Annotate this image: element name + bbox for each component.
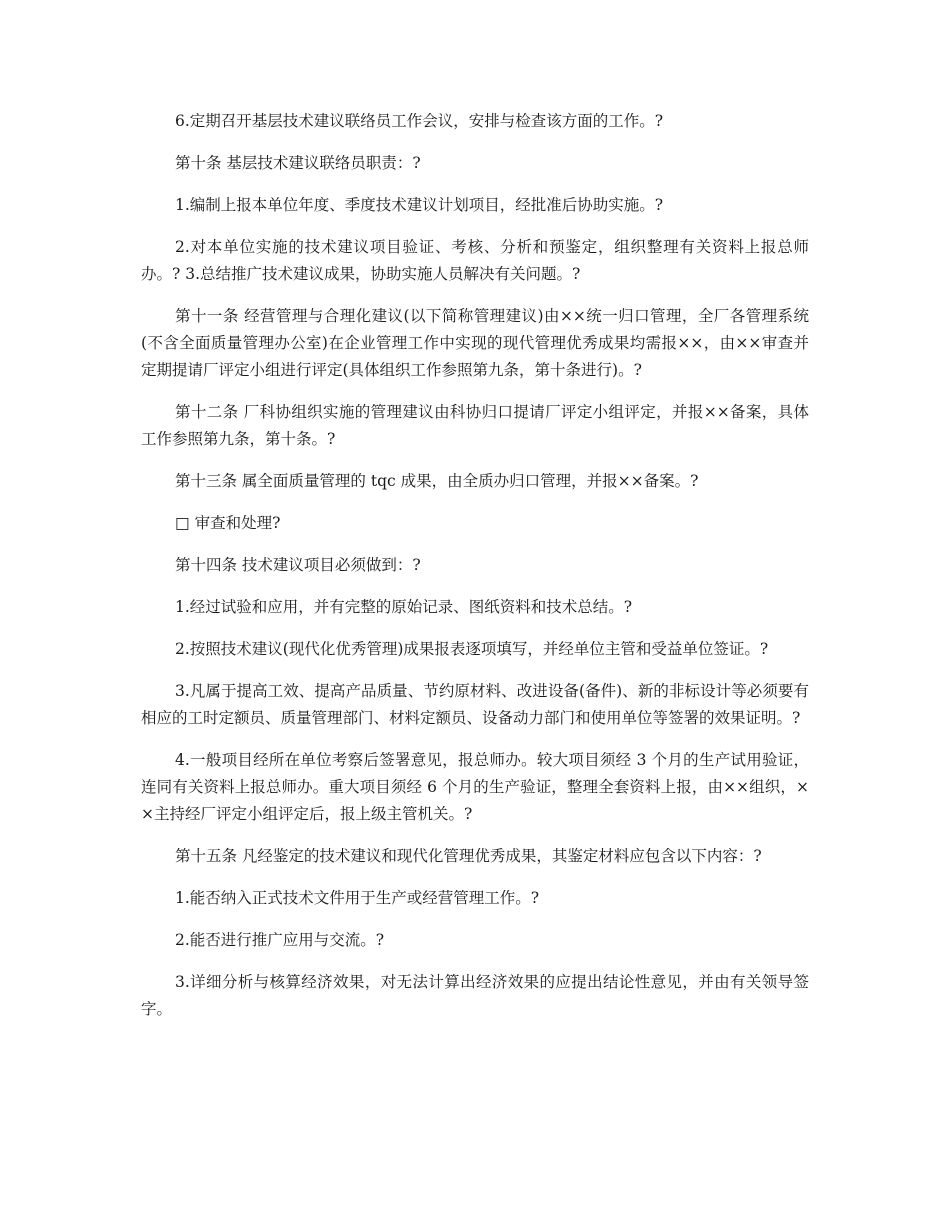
section-heading-review: □ 审查和处理?: [175, 514, 281, 532]
article-15-item-2: 2.能否进行推广应用与交流。?: [175, 931, 385, 949]
article-11: 第十一条 经营管理与合理化建议(以下简称管理建议)由××统一归口管理，全厂各管理系统(不含全面质量管理办公室)在企业管理工作中实现的现代管理优秀成果均需报××，由××审查并定期提请厂评定小组进行评定(具体组织工作参照第九条，第十条进行)。?: [141, 307, 809, 379]
article-14-heading: 第十四条 技术建议项目必须做到：?: [175, 556, 421, 574]
document-body: [141, 108, 809, 1038]
paragraph-item-2-3: 2.对本单位实施的技术建议项目验证、考核、分析和预鉴定，组织整理有关资料上报总师办。? 3.总结推广技术建议成果，协助实施人员解决有关问题。?: [141, 238, 809, 283]
article-13: 第十三条 属全面质量管理的 tqc 成果，由全质办归口管理，并报××备案。?: [175, 472, 699, 490]
article-14-item-4: 4.一般项目经所在单位考察后签署意见，报总师办。较大项目须经 3 个月的生产试用验证，连同有关资料上报总师办。重大项目须经 6 个月的生产验证，整理全套资料上报，由××组织，××主持经厂评定小组评定后，报上级主管机关。?: [141, 751, 809, 823]
article-10-heading: 第十条 基层技术建议联络员职责：?: [175, 154, 421, 172]
article-15-item-3: 3.详细分析与核算经济效果，对无法计算出经济效果的应提出结论性意见，并由有关领导签字。: [141, 973, 809, 1018]
article-14-item-3: 3.凡属于提高工效、提高产品质量、节约原材料、改进设备(备件)、新的非标设计等必须要有相应的工时定额员、质量管理部门、材料定额员、设备动力部门和使用单位等签署的效果证明。?: [141, 682, 809, 727]
article-15-heading: 第十五条 凡经鉴定的技术建议和现代化管理优秀成果，其鉴定材料应包含以下内容：?: [175, 847, 762, 865]
article-12: 第十二条 厂科协组织实施的管理建议由科协归口提请厂评定小组评定，并报××备案，具体工作参照第九条，第十条。?: [141, 403, 809, 448]
article-14-item-2: 2.按照技术建议(现代化优秀管理)成果报表逐项填写，并经单位主管和受益单位签证。?: [175, 640, 769, 658]
article-15-item-1: 1.能否纳入正式技术文件用于生产或经营管理工作。?: [175, 889, 540, 907]
paragraph-item-6: 6.定期召开基层技术建议联络员工作会议，安排与检查该方面的工作。?: [175, 112, 664, 130]
paragraph-item-1: 1.编制上报本单位年度、季度技术建议计划项目，经批准后协助实施。?: [175, 196, 664, 214]
article-14-item-1: 1.经过试验和应用，并有完整的原始记录、图纸资料和技术总结。?: [175, 598, 633, 616]
